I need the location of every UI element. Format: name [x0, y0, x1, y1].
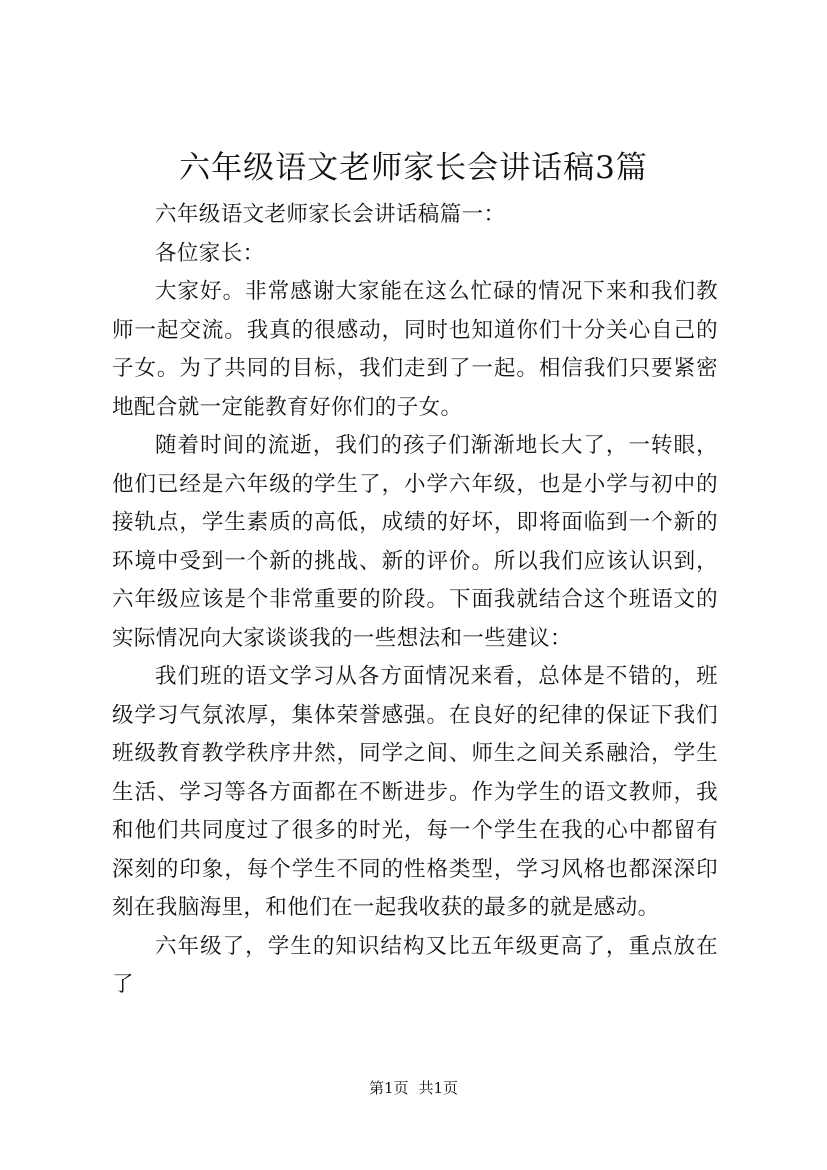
paragraph-growth: 随着时间的流逝，我们的孩子们渐渐地长大了，一转眼，他们已经是六年级的学生了，小学六年级，也是小学与初中的接轨点，学生素质的高低，成绩的好坏，即将面临到一个新的环境中受到一个新的挑战、新的评价。所以我们应该认识到，六年级应该是个非常重要的阶段。下面我就结合这个班语文的实际情况向大家谈谈我的一些想法和一些建议： — [112, 433, 718, 651]
paragraph-class-status: 我们班的语文学习从各方面情况来看，总体是不错的，班级学习气氛浓厚，集体荣誉感强。在良好的纪律的保证下我们班级教育教学秩序井然，同学之间、师生之间关系融洽，学生生活、学习等各方面都在不断进步。作为学生的语文教师，我和他们共同度过了很多的时光，每一个学生在我的心中都留有深刻的印象，每个学生不同的性格类型，学习风格也都深深印刻在我脑海里，和他们在一起我收获的最多的就是感动。 — [112, 664, 718, 920]
paragraph-subtitle: 六年级语文老师家长会讲话稿篇一： — [155, 202, 506, 227]
paragraph-intro: 大家好。非常感谢大家能在这么忙碌的情况下来和我们教师一起交流。我真的很感动，同时也知道你们十分关心自己的子女。为了共同的目标，我们走到了一起。相信我们只要紧密地配合就一定能教育好你们的子女。 — [112, 279, 718, 420]
page-number-current: 第1页 — [368, 1079, 409, 1097]
document-title: 六年级语文老师家长会讲话稿3篇 — [179, 150, 648, 186]
page-number-total: 共1页 — [418, 1079, 459, 1097]
paragraph-grade-six: 六年级了，学生的知识结构又比五年级更高了，重点放在了 — [112, 933, 718, 997]
page-footer — [0, 1078, 827, 1098]
document-body — [112, 196, 718, 1005]
paragraph-greeting: 各位家长： — [155, 240, 265, 266]
